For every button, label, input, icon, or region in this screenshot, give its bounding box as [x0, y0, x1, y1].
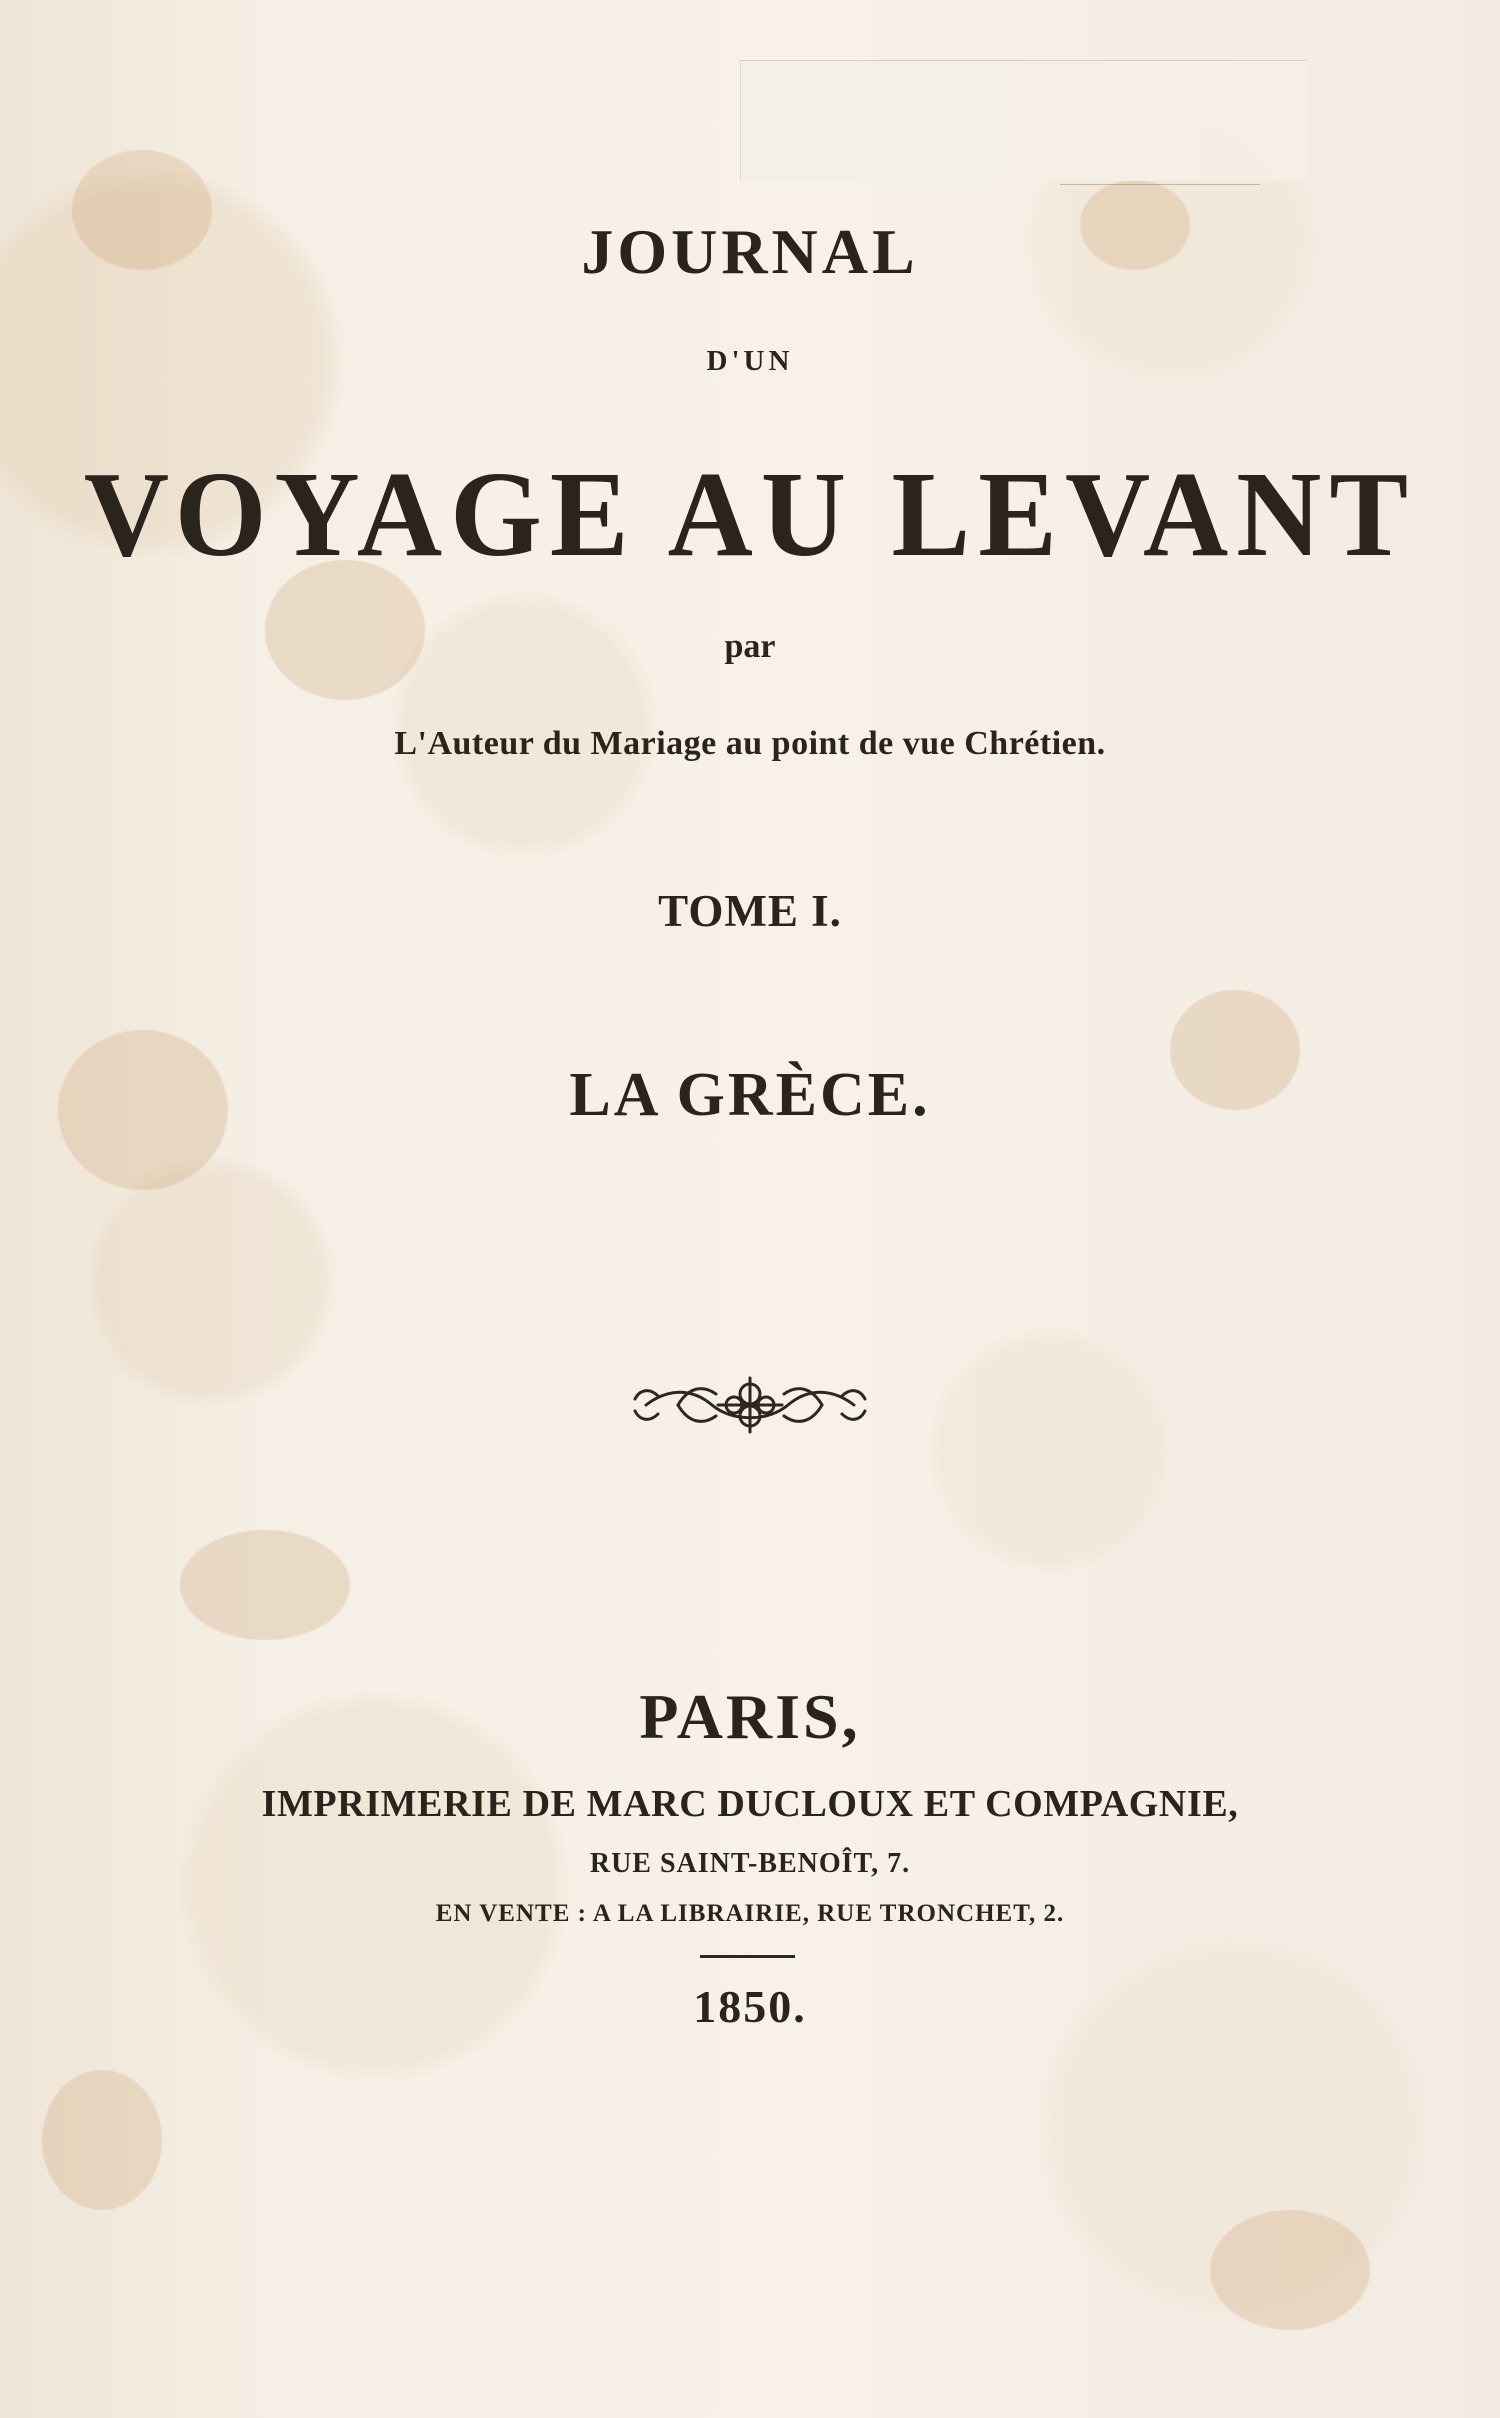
- floral-ornament-icon: [630, 1370, 870, 1440]
- volume-number: TOME I.: [658, 886, 842, 936]
- by-label: par: [724, 628, 776, 665]
- sale-notice: EN VENTE : A LA LIBRAIRIE, RUE TRONCHET, 2.: [435, 1900, 1065, 1927]
- publication-year: 1850.: [693, 1981, 807, 2032]
- author-line: L'Auteur du Mariage au point de vue Chrétien.: [394, 725, 1106, 762]
- separator-rule: [700, 1955, 795, 1958]
- printer-name: IMPRIMERIE DE MARC DUCLOUX ET COMPAGNIE,: [261, 1783, 1239, 1825]
- main-title: VOYAGE AU LEVANT: [83, 447, 1417, 582]
- volume-subtitle: LA GRÈCE.: [569, 1061, 931, 1129]
- publication-city: PARIS,: [639, 1681, 861, 1752]
- title-journal: JOURNAL: [581, 216, 919, 287]
- title-connector: D'UN: [706, 345, 794, 377]
- printer-address: RUE SAINT-BENOÎT, 7.: [589, 1848, 911, 1879]
